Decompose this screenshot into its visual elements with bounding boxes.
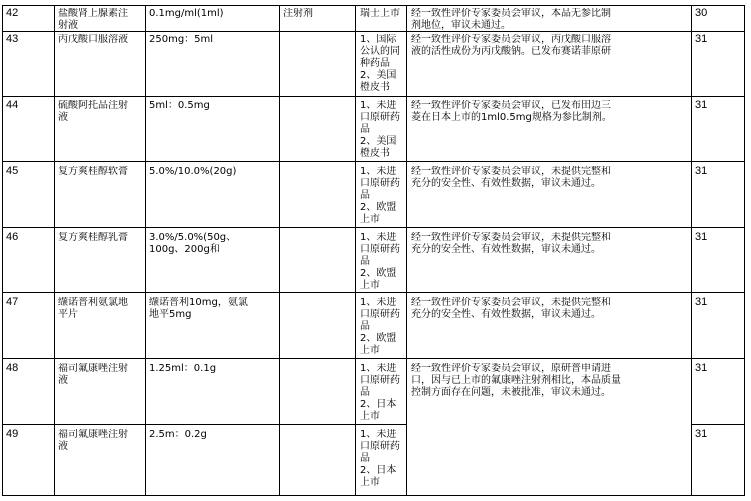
- table-border: [691, 5, 692, 496]
- drug-name: 硫酸阿托品注射 液: [58, 100, 128, 123]
- table-border: [2, 292, 745, 293]
- row-index: 49: [6, 428, 19, 440]
- table-border: [406, 5, 407, 496]
- specification: 3.0%/5.0%(50g、 100g、200g和: [149, 232, 237, 255]
- batch-number: 31: [695, 33, 708, 45]
- table-border: [355, 5, 356, 496]
- review-opinion: 经一致性评价专家委员会审议，本品无参比制 剂地位，审议未通过。: [411, 8, 611, 30]
- specification: 2.5m：0.2g: [149, 429, 207, 440]
- drug-name: 复方爽桂醇乳膏: [58, 232, 128, 243]
- table-border: [2, 5, 3, 496]
- specification: 250mg：5ml: [149, 34, 214, 45]
- table-border: [2, 161, 745, 162]
- table-border: [2, 358, 745, 359]
- review-opinion: 经一致性评价专家委员会审议，丙戊酸口服溶 液的活性成份为丙戊酸钠。已发布赛诺菲原研: [411, 34, 611, 57]
- reference-source: 1、未进 口原研药 品 2、欧盟 上市: [360, 232, 400, 291]
- reference-source: 1、未进 口原研药 品 2、日本 上市: [360, 363, 400, 422]
- drug-name: 缬诺普利氨氯地 平片: [58, 297, 128, 320]
- row-index: 48: [6, 362, 19, 374]
- table-border: [2, 424, 407, 425]
- batch-number: 31: [695, 296, 708, 308]
- table-border: [2, 495, 745, 496]
- reference-source: 1、未进 口原研药 品 2、日本 上市: [360, 429, 400, 488]
- reference-source: 1、未进 口原研药 品 2、欧盟 上市: [360, 297, 400, 356]
- review-opinion: 经一致性评价专家委员会审议，未提供完整和 充分的安全性、有效性数据，审议未通过。: [411, 232, 611, 255]
- dosage-form: 注射剂: [283, 8, 313, 19]
- review-opinion: 经一致性评价专家委员会审议，原研普申请进 口，因与已上市的氟康唑注射剂相比，本品质量 控制方面存在问题，未被批准，审议未通过。: [411, 363, 621, 398]
- specification: 1.25ml：0.1g: [149, 363, 217, 374]
- review-opinion: 经一致性评价专家委员会审议，已发布田边三 菱在日本上市的1ml0.5mg规格为参比制剂。: [411, 100, 612, 123]
- row-index: 47: [6, 296, 19, 308]
- drug-name: 丙戊酸口服溶液: [58, 34, 128, 45]
- row-index: 46: [6, 231, 19, 243]
- batch-number: 31: [695, 165, 708, 177]
- table-border: [54, 5, 55, 496]
- review-opinion: 经一致性评价专家委员会审议，未提供完整和 充分的安全性、有效性数据，审议未通过。: [411, 166, 611, 189]
- batch-number: 31: [695, 231, 708, 243]
- specification: 5ml：0.5mg: [149, 100, 210, 111]
- batch-number: 31: [695, 428, 708, 440]
- row-index: 43: [6, 33, 19, 45]
- table-border: [145, 5, 146, 496]
- batch-number: 31: [695, 362, 708, 374]
- specification: 5.0%/10.0%(20g): [149, 166, 237, 177]
- batch-number: 30: [695, 7, 708, 19]
- row-index: 45: [6, 165, 19, 177]
- table-border: [744, 5, 745, 496]
- row-index: 42: [6, 7, 19, 19]
- drug-name: 福司氟康唑注射 液: [58, 429, 128, 452]
- reference-source: 1、未进 口原研药 品 2、美国 橙皮书: [360, 100, 400, 159]
- table-border: [2, 31, 745, 32]
- table-border: [691, 424, 745, 425]
- table-border: [2, 227, 745, 228]
- row-index: 44: [6, 99, 19, 111]
- table-border: [279, 5, 280, 496]
- drug-name: 福司氟康唑注射 液: [58, 363, 128, 386]
- batch-number: 31: [695, 99, 708, 111]
- specification: 缬诺普利10mg，氨氯 地平5mg: [149, 297, 248, 320]
- specification: 0.1mg/ml(1ml): [149, 8, 224, 19]
- table-border: [2, 5, 745, 6]
- drug-name: 复方爽桂醇软膏: [58, 166, 128, 177]
- reference-source: 1、国际 公认的同 种药品 2、美国 橙皮书: [360, 34, 400, 93]
- table-border: [2, 96, 745, 97]
- reference-source: 瑞士上市: [360, 8, 400, 19]
- drug-name: 盐酸肾上腺素注 射液: [58, 8, 128, 30]
- review-opinion: 经一致性评价专家委员会审议，未提供完整和 充分的安全性、有效性数据，审议未通过。: [411, 297, 611, 320]
- reference-source: 1、未进 口原研药 品 2、欧盟 上市: [360, 166, 400, 225]
